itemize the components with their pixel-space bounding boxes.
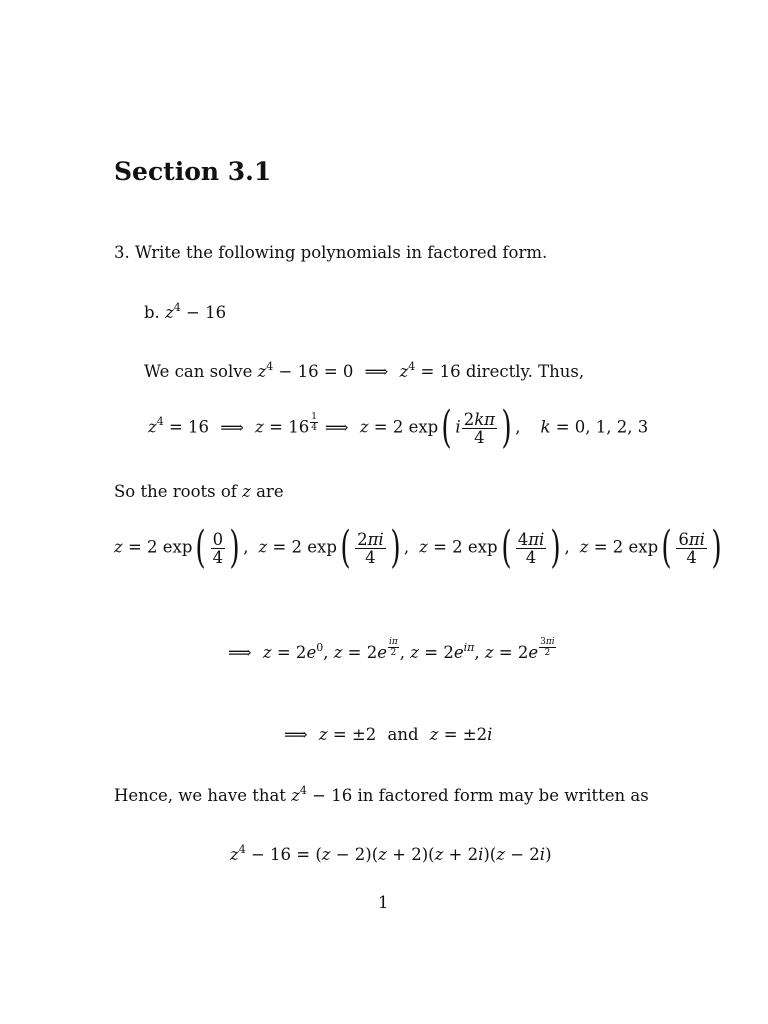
part-label: b. (144, 303, 160, 322)
roots-sentence (114, 482, 284, 502)
roots-suffix: are (250, 482, 284, 501)
and-word: and (387, 725, 419, 744)
equation-factored: $z^4 - 16 = (z - 2)(z + 2)(z + 2i)(z - 2i)$ (230, 842, 552, 864)
hence-prefix: Hence, we have that (114, 786, 292, 805)
section-title: Section 3.1 (114, 157, 272, 186)
problem-statement: 3. Write the following polynomials in factored form. (114, 243, 548, 262)
equation-roots-exp: z = 2 exp( $\frac{0}{4}$ ) , z = 2 exp( $\frac{2\pi i}{4}$ ) , z = 2 exp( $\frac{4\pi i}{4}$ ) , z = 2 exp( $\frac{6\pi i}{4}$ ) (114, 522, 722, 573)
equation-roots-euler: ⟹ $z = 2e^0$, z = 2e $^{\frac{i\pi}{2}}$ , $z = 2e^{i\pi}$, z = 2e $^{\frac{3\pi i}{2}}$ (228, 637, 555, 662)
part-rest: − 16 (180, 303, 227, 322)
part-exp: 4 (173, 300, 181, 314)
hence-sentence (114, 783, 649, 806)
equation-roots-final: ⟹ z = ±2 and z = ±2i (284, 725, 493, 744)
page-number: 1 (378, 893, 389, 912)
part-var: z (165, 303, 174, 322)
solve-sentence (144, 359, 585, 382)
solve-equation: $z^4 - 16 = 0$ ⟹ $z^4 = 16$ (257, 359, 461, 381)
hence-expr: $z^4 - 16$ (291, 783, 353, 805)
roots-prefix: So the roots of (114, 482, 243, 501)
roots-var: z (242, 482, 251, 501)
equation-root-general: $z^4 = 16$ ⟹ z = 16 $^{\frac{1}{4}}$ ⟹ z = 2 exp( i $\frac{2k\pi}{4}$ ) , k = 0, 1, 2, 3 (148, 402, 649, 453)
solve-suffix: directly. Thus, (460, 362, 585, 381)
problem-part (144, 300, 227, 323)
hence-suffix: in factored form may be written as (352, 786, 649, 805)
solve-prefix: We can solve (144, 362, 258, 381)
